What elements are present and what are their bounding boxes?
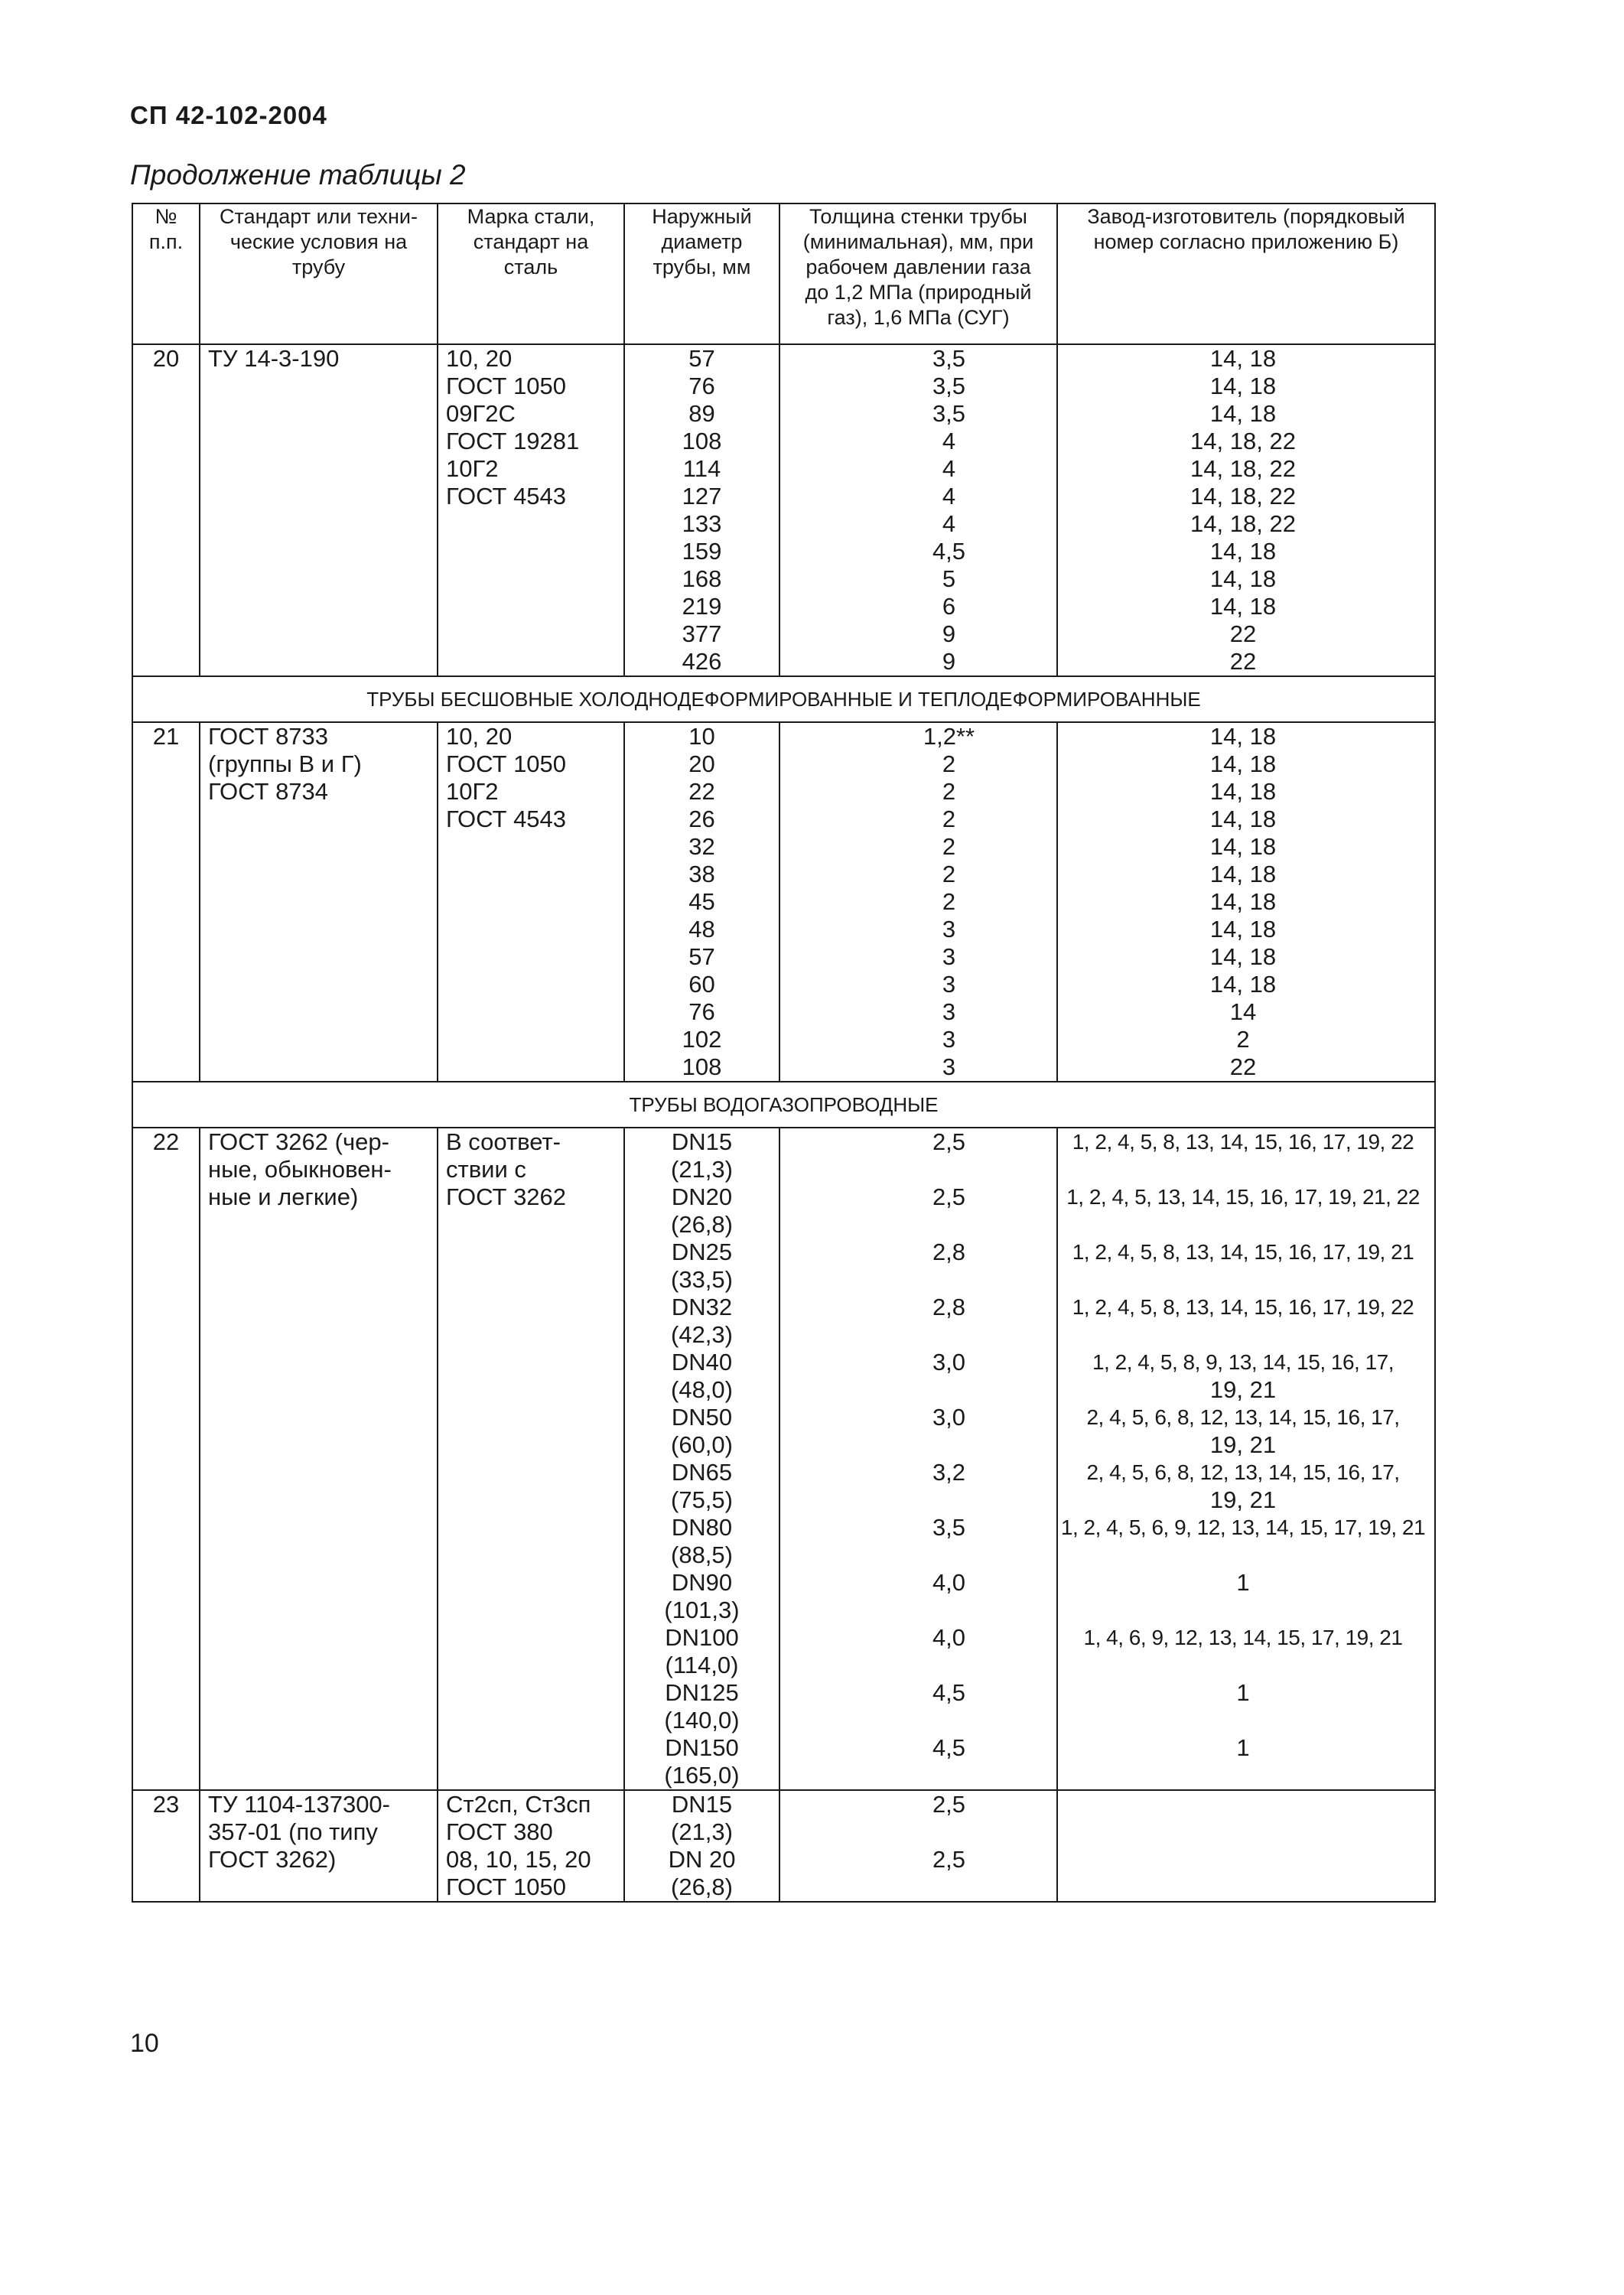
header-line: трубу bbox=[291, 256, 346, 278]
cell-line: DN90 bbox=[671, 1569, 733, 1596]
cell-line bbox=[780, 1762, 1056, 1789]
manufacturer-cell bbox=[1057, 722, 1435, 1082]
section-row bbox=[132, 1082, 1435, 1128]
cell-line: 14, 18 bbox=[1209, 888, 1277, 915]
cell-line: 14, 18 bbox=[1209, 861, 1277, 887]
table-row bbox=[132, 344, 1435, 676]
cell-line: (группы В и Г) bbox=[208, 750, 362, 777]
cell-line: ные, обыкновен- bbox=[208, 1156, 392, 1183]
cell-line: 6 bbox=[942, 593, 956, 620]
cell-line: ТУ 14-3-190 bbox=[208, 345, 340, 372]
cell-line bbox=[1058, 1211, 1434, 1239]
cell-line: ГОСТ 4543 bbox=[446, 806, 567, 832]
col-header-number bbox=[132, 203, 200, 344]
cell-line: 1 bbox=[1236, 1679, 1250, 1706]
cell-line: 10Г2 bbox=[446, 455, 499, 482]
cell-line: 159 bbox=[682, 538, 722, 565]
wall-thickness-cell bbox=[779, 722, 1057, 1082]
cell-line: 26 bbox=[688, 806, 715, 832]
cell-line: 20 bbox=[152, 345, 180, 372]
diameter-cell bbox=[624, 344, 779, 676]
cell-line: 3 bbox=[942, 916, 956, 942]
cell-line: 2,8 bbox=[932, 1294, 966, 1320]
header-line: трубы, мм bbox=[653, 256, 751, 278]
cell-line: 20 bbox=[688, 750, 715, 777]
wall-thickness-cell bbox=[779, 1128, 1057, 1790]
cell-line bbox=[780, 1541, 1056, 1569]
cell-line: DN25 bbox=[671, 1239, 733, 1265]
cell-line bbox=[1058, 1541, 1434, 1569]
header-line: Наружный bbox=[652, 205, 752, 228]
cell-line: 14, 18 bbox=[1209, 565, 1277, 592]
cell-line: (26,8) bbox=[671, 1211, 733, 1238]
page-number: 10 bbox=[130, 2029, 159, 2058]
cell-line: ГОСТ 3262) bbox=[208, 1846, 337, 1873]
cell-line: Ст2сп, Ст3сп bbox=[446, 1791, 591, 1818]
cell-line: (140,0) bbox=[664, 1707, 740, 1733]
col-header-standard bbox=[200, 203, 438, 344]
cell-line: 14, 18 bbox=[1209, 971, 1277, 998]
cell-line: 22 bbox=[688, 778, 715, 805]
cell-line: 14, 18 bbox=[1209, 723, 1277, 750]
cell-line bbox=[780, 1873, 1056, 1901]
cell-line: 14, 18 bbox=[1209, 373, 1277, 399]
cell-line: (88,5) bbox=[671, 1541, 733, 1568]
cell-line: (26,8) bbox=[671, 1873, 733, 1900]
cell-line: 133 bbox=[682, 510, 722, 537]
cell-line: 10, 20 bbox=[446, 723, 513, 750]
cell-line: 2,5 bbox=[932, 1846, 966, 1873]
cell-line: 14 bbox=[1229, 998, 1257, 1025]
cell-line: (42,3) bbox=[671, 1321, 733, 1348]
steel-grade-cell bbox=[438, 1790, 624, 1902]
cell-line: 4 bbox=[942, 510, 956, 537]
cell-line bbox=[780, 1431, 1056, 1459]
cell-line: ные и легкие) bbox=[208, 1183, 359, 1210]
diameter-cell bbox=[624, 1790, 779, 1902]
cell-line: 89 bbox=[688, 400, 715, 427]
header-line: рабочем давлении газа bbox=[805, 256, 1031, 278]
cell-line bbox=[780, 1818, 1056, 1846]
cell-line bbox=[1058, 1321, 1434, 1349]
cell-line: 5 bbox=[942, 565, 956, 592]
cell-line bbox=[780, 1652, 1056, 1679]
cell-line: 2,8 bbox=[932, 1239, 966, 1265]
cell-line: 3,0 bbox=[932, 1349, 966, 1375]
cell-line: 14, 18 bbox=[1209, 593, 1277, 620]
cell-line: DN80 bbox=[671, 1514, 733, 1541]
section-title: ТРУБЫ ВОДОГАЗОПРОВОДНЫЕ bbox=[132, 1082, 1435, 1128]
cell-line: 38 bbox=[688, 861, 715, 887]
cell-line: ГОСТ 4543 bbox=[446, 483, 567, 509]
cell-line: DN15 bbox=[671, 1128, 733, 1155]
cell-line: 2, 4, 5, 6, 8, 12, 13, 14, 15, 16, 17, bbox=[1086, 1460, 1400, 1484]
cell-line: 14, 18 bbox=[1209, 750, 1277, 777]
cell-line: 108 bbox=[682, 1053, 722, 1080]
cell-line: ГОСТ 1050 bbox=[446, 373, 567, 399]
cell-line bbox=[780, 1707, 1056, 1734]
cell-line bbox=[1058, 1762, 1434, 1789]
cell-line: (21,3) bbox=[671, 1156, 733, 1183]
col-header-diameter bbox=[624, 203, 779, 344]
cell-line: 4,5 bbox=[932, 1679, 966, 1706]
cell-line: 1, 2, 4, 5, 8, 13, 14, 15, 16, 17, 19, 21 bbox=[1072, 1240, 1414, 1264]
table-caption: Продолжение таблицы 2 bbox=[130, 159, 466, 190]
standard-cell bbox=[200, 722, 438, 1082]
cell-line: (165,0) bbox=[664, 1762, 740, 1789]
cell-line bbox=[780, 1266, 1056, 1294]
cell-line bbox=[1058, 1266, 1434, 1294]
cell-line: 102 bbox=[682, 1026, 722, 1053]
cell-line: DN 20 bbox=[668, 1846, 736, 1873]
cell-line: 3 bbox=[942, 943, 956, 970]
cell-line: 14, 18 bbox=[1209, 916, 1277, 942]
header-line: ческие условия на bbox=[229, 230, 408, 253]
cell-line: 10 bbox=[688, 723, 715, 750]
cell-line: 2 bbox=[942, 750, 956, 777]
cell-line: DN15 bbox=[671, 1791, 733, 1818]
cell-line: 114 bbox=[682, 455, 721, 482]
cell-line: 76 bbox=[688, 373, 715, 399]
cell-line bbox=[1058, 1156, 1434, 1183]
table-row bbox=[132, 722, 1435, 1082]
cell-line: 9 bbox=[942, 620, 956, 647]
cell-line: 4,5 bbox=[932, 538, 966, 565]
cell-line: ГОСТ 1050 bbox=[446, 1873, 567, 1900]
header-line: (минимальная), мм, при bbox=[802, 230, 1034, 253]
cell-line: 1, 4, 6, 9, 12, 13, 14, 15, 17, 19, 21 bbox=[1083, 1626, 1403, 1649]
cell-line: ГОСТ 8734 bbox=[208, 778, 329, 805]
cell-line: DN40 bbox=[671, 1349, 733, 1375]
cell-line: 10, 20 bbox=[446, 345, 513, 372]
cell-line: 09Г2С bbox=[446, 400, 516, 427]
row-number-cell bbox=[132, 722, 200, 1082]
table-header-row bbox=[132, 203, 1435, 344]
cell-line: 14, 18, 22 bbox=[1190, 455, 1296, 482]
row-number-cell bbox=[132, 344, 200, 676]
cell-line: 2, 4, 5, 6, 8, 12, 13, 14, 15, 16, 17, bbox=[1086, 1405, 1400, 1429]
cell-line bbox=[780, 1597, 1056, 1624]
cell-line: 1, 2, 4, 5, 8, 13, 14, 15, 16, 17, 19, 22 bbox=[1072, 1130, 1414, 1154]
cell-line: 3 bbox=[942, 1053, 956, 1080]
cell-line: ГОСТ 8733 bbox=[208, 723, 329, 750]
diameter-cell bbox=[624, 722, 779, 1082]
cell-line: DN50 bbox=[671, 1404, 733, 1431]
col-header-manufacturer bbox=[1057, 203, 1435, 344]
cell-line: 4,0 bbox=[932, 1569, 966, 1596]
cell-line: (33,5) bbox=[671, 1266, 733, 1293]
cell-line: 21 bbox=[152, 723, 180, 750]
cell-line: ствии с bbox=[446, 1156, 526, 1183]
header-line: № bbox=[155, 205, 177, 228]
standard-cell bbox=[200, 1128, 438, 1790]
cell-line: В соответ- bbox=[446, 1128, 561, 1155]
cell-line: 19, 21 bbox=[1209, 1376, 1277, 1403]
header-line: до 1,2 МПа (природный bbox=[805, 281, 1032, 304]
cell-line: 57 bbox=[688, 345, 715, 372]
col-header-wall-thickness bbox=[779, 203, 1057, 344]
section-row bbox=[132, 676, 1435, 722]
header-line: газ), 1,6 МПа (СУГ) bbox=[827, 306, 1010, 329]
cell-line bbox=[780, 1211, 1056, 1239]
cell-line: 2,5 bbox=[932, 1791, 966, 1818]
cell-line: 1 bbox=[1236, 1734, 1250, 1761]
cell-line: 32 bbox=[688, 833, 715, 860]
cell-line: 22 bbox=[1229, 648, 1257, 675]
header-line: Марка стали, bbox=[467, 205, 595, 228]
cell-line: 2 bbox=[942, 806, 956, 832]
row-number-cell bbox=[132, 1790, 200, 1902]
cell-line: 3,5 bbox=[932, 345, 966, 372]
cell-line: 2 bbox=[1236, 1026, 1250, 1053]
cell-line: 76 bbox=[688, 998, 715, 1025]
cell-line: DN150 bbox=[665, 1734, 739, 1761]
cell-line: DN32 bbox=[671, 1294, 733, 1320]
cell-line: 108 bbox=[682, 428, 722, 454]
table-row bbox=[132, 1790, 1435, 1902]
cell-line: 23 bbox=[152, 1791, 180, 1818]
cell-line: 127 bbox=[682, 483, 722, 509]
cell-line: ГОСТ 19281 bbox=[446, 428, 580, 454]
manufacturer-cell bbox=[1057, 1790, 1435, 1902]
cell-line: (48,0) bbox=[671, 1376, 733, 1403]
cell-line bbox=[1058, 1652, 1434, 1679]
cell-line: 4 bbox=[942, 428, 956, 454]
cell-line: 2 bbox=[942, 833, 956, 860]
cell-line: 14, 18 bbox=[1209, 345, 1277, 372]
cell-line: 14, 18 bbox=[1209, 778, 1277, 805]
cell-line: ГОСТ 1050 bbox=[446, 750, 567, 777]
cell-line: ГОСТ 3262 bbox=[446, 1183, 567, 1210]
cell-line: 3,2 bbox=[932, 1459, 966, 1486]
cell-line: 2,5 bbox=[932, 1183, 966, 1210]
header-line: Завод-изготовитель (порядковый bbox=[1087, 205, 1405, 228]
cell-line: (21,3) bbox=[671, 1818, 733, 1845]
cell-line: DN100 bbox=[665, 1624, 739, 1651]
cell-line: 4 bbox=[942, 483, 956, 509]
header-line: сталь bbox=[503, 256, 558, 278]
cell-line: 4 bbox=[942, 455, 956, 482]
table-row bbox=[132, 1128, 1435, 1790]
cell-line: 219 bbox=[682, 593, 722, 620]
cell-line: 1, 2, 4, 5, 6, 9, 12, 13, 14, 15, 17, 19, 21 bbox=[1060, 1515, 1426, 1539]
cell-line: 22 bbox=[1229, 620, 1257, 647]
cell-line: 1,2** bbox=[923, 723, 975, 750]
cell-line: (101,3) bbox=[664, 1597, 740, 1623]
section-title: ТРУБЫ БЕСШОВНЫЕ ХОЛОДНОДЕФОРМИРОВАННЫЕ И ТЕПЛОДЕФОРМИРОВАННЫЕ bbox=[132, 676, 1435, 722]
header-line: номер согласно приложению Б) bbox=[1093, 230, 1399, 253]
cell-line: 3,5 bbox=[932, 1514, 966, 1541]
cell-line: 2 bbox=[942, 888, 956, 915]
cell-line: 168 bbox=[682, 565, 722, 592]
cell-line: 426 bbox=[682, 648, 722, 675]
cell-line: 19, 21 bbox=[1209, 1486, 1277, 1513]
steel-grade-cell bbox=[438, 722, 624, 1082]
cell-line: DN20 bbox=[671, 1183, 733, 1210]
wall-thickness-cell bbox=[779, 1790, 1057, 1902]
cell-line: 14, 18 bbox=[1209, 538, 1277, 565]
cell-line: 48 bbox=[688, 916, 715, 942]
cell-line: 14, 18, 22 bbox=[1190, 483, 1296, 509]
cell-line: DN65 bbox=[671, 1459, 733, 1486]
cell-line: 22 bbox=[152, 1128, 180, 1155]
cell-line: 3 bbox=[942, 971, 956, 998]
cell-line: 3 bbox=[942, 998, 956, 1025]
manufacturer-cell bbox=[1057, 1128, 1435, 1790]
cell-line: 14, 18 bbox=[1209, 833, 1277, 860]
cell-line: (114,0) bbox=[665, 1652, 739, 1678]
header-line: п.п. bbox=[148, 230, 184, 253]
cell-line: 1, 2, 4, 5, 8, 13, 14, 15, 16, 17, 19, 22 bbox=[1072, 1295, 1414, 1319]
cell-line: 10Г2 bbox=[446, 778, 499, 805]
pipe-standards-table bbox=[132, 203, 1436, 1903]
cell-line: 1 bbox=[1236, 1569, 1250, 1596]
cell-line: 2 bbox=[942, 861, 956, 887]
cell-line bbox=[780, 1321, 1056, 1349]
cell-line: 1, 2, 4, 5, 13, 14, 15, 16, 17, 19, 21, 22 bbox=[1066, 1185, 1420, 1209]
cell-line: 2 bbox=[942, 778, 956, 805]
cell-line: 14, 18, 22 bbox=[1190, 428, 1296, 454]
cell-line bbox=[780, 1156, 1056, 1183]
cell-line: DN125 bbox=[665, 1679, 739, 1706]
header-line: Толщина стенки трубы bbox=[809, 205, 1027, 228]
cell-line: ТУ 1104-137300- bbox=[208, 1791, 390, 1818]
document-code: СП 42-102-2004 bbox=[130, 101, 327, 129]
cell-line bbox=[1058, 1707, 1434, 1734]
cell-line: 14, 18 bbox=[1209, 943, 1277, 970]
cell-line: (75,5) bbox=[671, 1486, 733, 1513]
standard-cell bbox=[200, 344, 438, 676]
cell-line: 14, 18, 22 bbox=[1190, 510, 1296, 537]
cell-line: 19, 21 bbox=[1209, 1431, 1277, 1458]
standard-cell bbox=[200, 1790, 438, 1902]
row-number-cell bbox=[132, 1128, 200, 1790]
cell-line: 9 bbox=[942, 648, 956, 675]
cell-line: ГОСТ 380 bbox=[446, 1818, 553, 1845]
cell-line bbox=[1058, 1597, 1434, 1624]
cell-line: 4,0 bbox=[932, 1624, 966, 1651]
cell-line bbox=[780, 1486, 1056, 1514]
manufacturer-cell bbox=[1057, 344, 1435, 676]
header-line: диаметр bbox=[661, 230, 743, 253]
cell-line bbox=[780, 1376, 1056, 1404]
cell-line: 45 bbox=[688, 888, 715, 915]
diameter-cell bbox=[624, 1128, 779, 1790]
wall-thickness-cell bbox=[779, 344, 1057, 676]
cell-line: 22 bbox=[1229, 1053, 1257, 1080]
cell-line: 14, 18 bbox=[1209, 806, 1277, 832]
cell-line: 2,5 bbox=[932, 1128, 966, 1155]
cell-line: 08, 10, 15, 20 bbox=[446, 1846, 591, 1873]
cell-line: 1, 2, 4, 5, 8, 9, 13, 14, 15, 16, 17, bbox=[1092, 1350, 1395, 1374]
steel-grade-cell bbox=[438, 344, 624, 676]
cell-line: 3,0 bbox=[932, 1404, 966, 1431]
cell-line: 14, 18 bbox=[1209, 400, 1277, 427]
cell-line: 57 bbox=[688, 943, 715, 970]
cell-line: 3,5 bbox=[932, 373, 966, 399]
steel-grade-cell bbox=[438, 1128, 624, 1790]
cell-line: 60 bbox=[688, 971, 715, 998]
header-line: стандарт на bbox=[473, 230, 589, 253]
cell-line: 357-01 (по типу bbox=[208, 1818, 378, 1845]
col-header-steel bbox=[438, 203, 624, 344]
cell-line: ГОСТ 3262 (чер- bbox=[208, 1128, 389, 1155]
header-line: Стандарт или техни- bbox=[220, 205, 418, 228]
cell-line: 3 bbox=[942, 1026, 956, 1053]
cell-line: 4,5 bbox=[932, 1734, 966, 1761]
cell-line: 3,5 bbox=[932, 400, 966, 427]
cell-line: 377 bbox=[682, 620, 722, 647]
cell-line: (60,0) bbox=[671, 1431, 733, 1458]
